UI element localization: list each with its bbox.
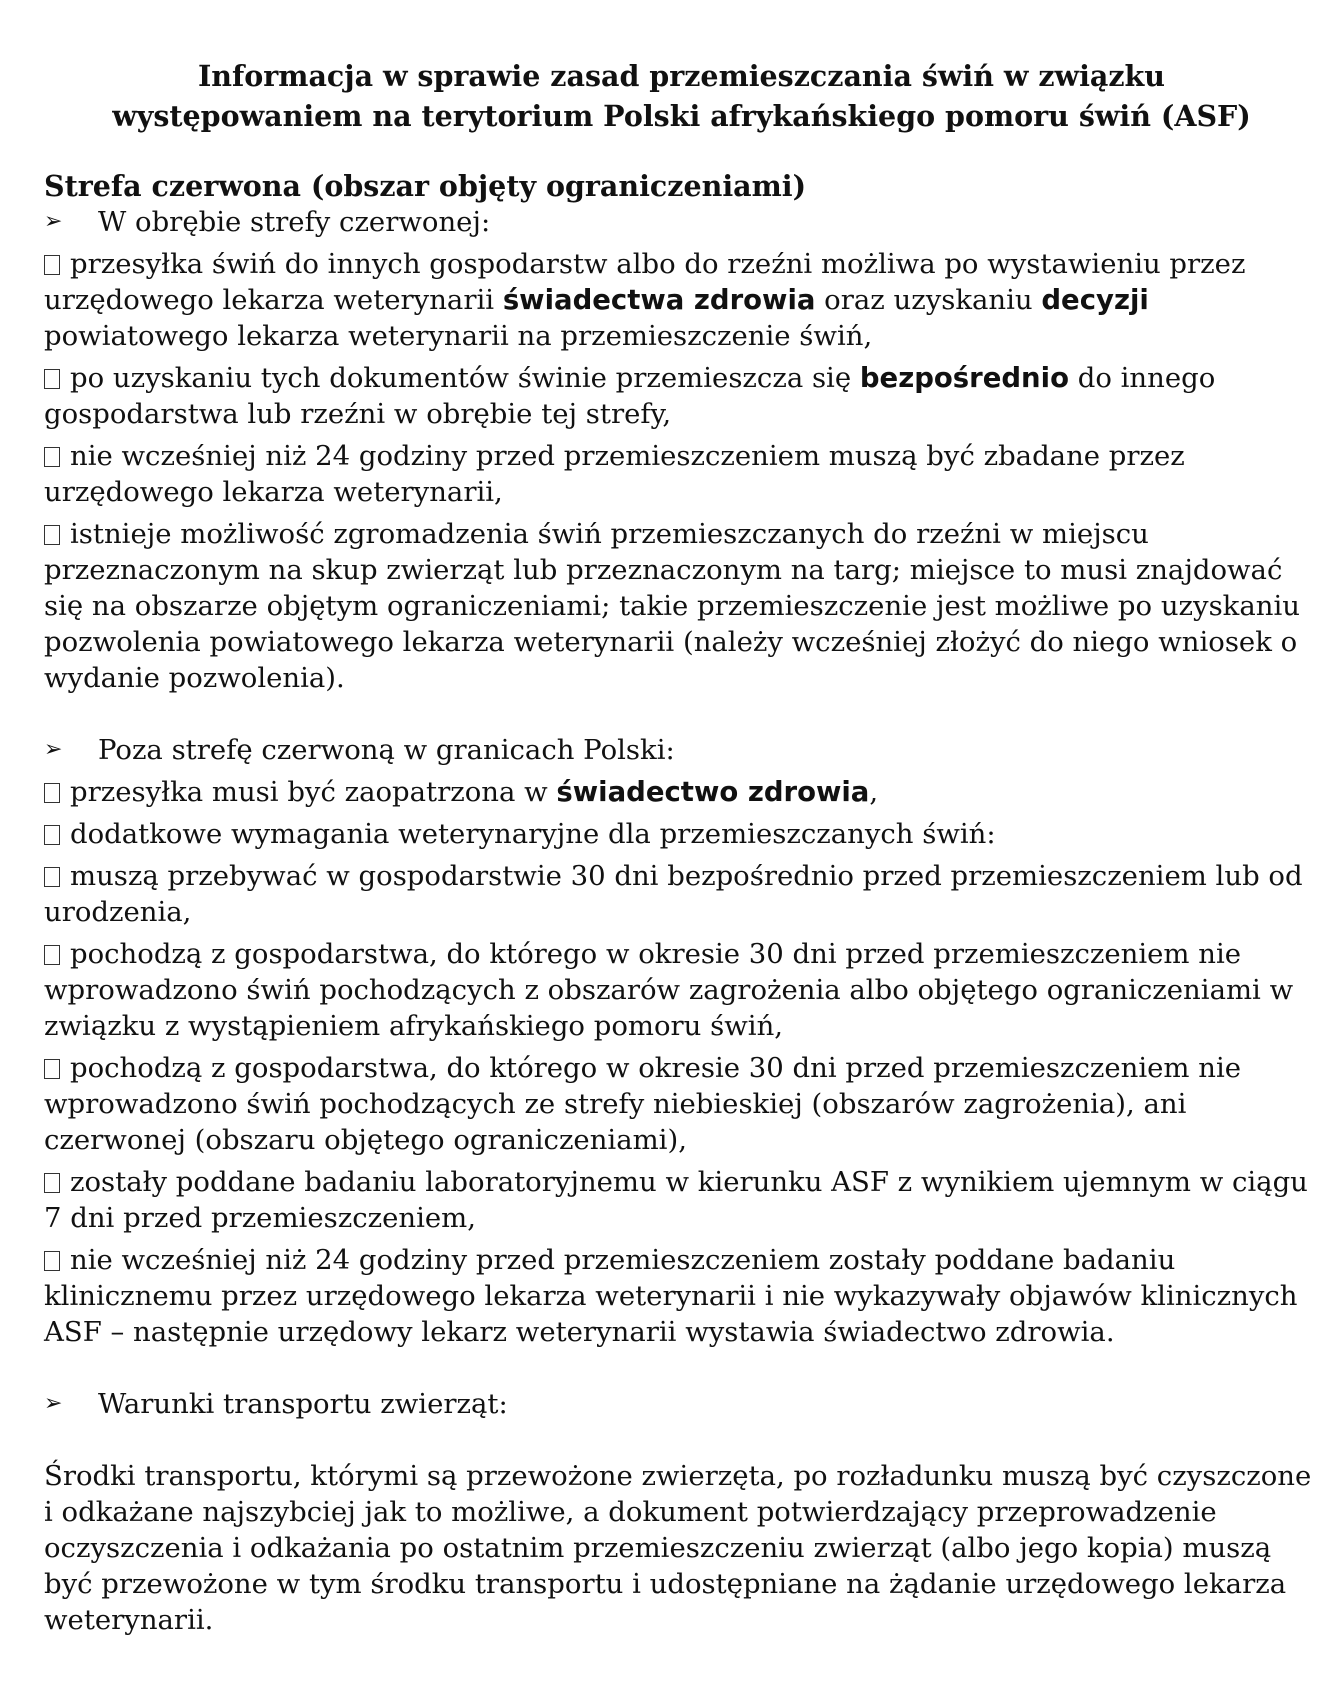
subsection-transport — [44, 1386, 1319, 1422]
missing-glyph-box-icon — [44, 369, 60, 389]
list-item: przesyłka musi być zaopatrzona w świadectwo zdrowia, — [44, 774, 1319, 810]
spacer — [44, 696, 1319, 732]
missing-glyph-box-icon — [44, 1173, 60, 1193]
missing-glyph-box-icon — [44, 255, 60, 275]
missing-glyph-box-icon — [44, 783, 60, 803]
list-item: po uzyskaniu tych dokumentów świnie przemieszcza się bezpośrednio do innego gospodarstwa lub rzeźni w obrębie tej strefy, — [44, 362, 1216, 430]
subsection-label: Warunki transportu zwierząt: — [98, 1388, 508, 1420]
subsection-label: W obrębie strefy czerwonej: — [98, 206, 491, 238]
arrow-bullet-icon: ➢ — [44, 1391, 63, 1416]
title-line-1: Informacja w sprawie zasad przemieszczania świń w związku — [197, 59, 1166, 93]
list-item: muszą przebywać w gospodarstwie 30 dni bezpośrednio przed przemieszczeniem lub od urodzenia, — [44, 860, 1303, 928]
subsection-label: Poza strefę czerwoną w granicach Polski: — [98, 734, 675, 766]
missing-glyph-box-icon — [44, 447, 60, 467]
missing-glyph-box-icon — [44, 1059, 60, 1079]
missing-glyph-box-icon — [44, 1251, 60, 1271]
missing-glyph-box-icon — [44, 945, 60, 965]
list-item: istnieje możliwość zgromadzenia świń przemieszczanych do rzeźni w miejscu przeznaczonym na skup zwierząt lub przeznaczonym na targ; miejsce to musi znajdować się na obszarze objętym ograniczeniami; takie przemieszczenie jest możliwe po uzyskaniu pozwolenia powiatowego lekarza weterynarii (należy wcześniej złożyć do niego wniosek o wydanie pozwolenia). — [44, 518, 1300, 694]
missing-glyph-box-icon — [44, 867, 60, 887]
missing-glyph-box-icon — [44, 525, 60, 545]
list-item: nie wcześniej niż 24 godziny przed przemieszczeniem muszą być zbadane przez urzędowego lekarza weterynarii, — [44, 440, 1185, 508]
list-item: przesyłka świń do innych gospodarstw albo do rzeźni możliwa po wystawieniu przez urzędowego lekarza weterynarii świadectwa zdrowia oraz uzyskaniu decyzji powiatowego lekarza weterynarii na przemieszczenie świń, — [44, 248, 1246, 352]
title-line-2: występowaniem na terytorium Polski afrykańskiego pomoru świń (ASF) — [112, 99, 1251, 133]
list-item: pochodzą z gospodarstwa, do którego w okresie 30 dni przed przemieszczeniem nie wprowadzono świń pochodzących z obszarów zagrożenia albo objętego ograniczeniami w związku z wystąpieniem afrykańskiego pomoru świń, — [44, 938, 1294, 1042]
subsection-within — [44, 204, 1319, 240]
list-item: dodatkowe wymagania weterynaryjne dla przemieszczanych świń: — [44, 816, 1319, 852]
spacer — [44, 1350, 1319, 1386]
document-title — [44, 56, 1319, 136]
spacer — [44, 1422, 1319, 1458]
list-item: zostały poddane badaniu laboratoryjnemu w kierunku ASF z wynikiem ujemnym w ciągu 7 dni przed przemieszczeniem, — [44, 1166, 1308, 1234]
missing-glyph-box-icon — [44, 825, 60, 845]
arrow-bullet-icon: ➢ — [44, 737, 63, 762]
document-page — [44, 56, 1319, 1638]
subsection-outside — [44, 732, 1319, 768]
arrow-bullet-icon: ➢ — [44, 209, 63, 234]
list-item: pochodzą z gospodarstwa, do którego w okresie 30 dni przed przemieszczeniem nie wprowadzono świń pochodzących ze strefy niebieskiej (obszarów zagrożenia), ani czerwonej (obszaru objętego ograniczeniami), — [44, 1052, 1242, 1156]
list-item: nie wcześniej niż 24 godziny przed przemieszczeniem zostały poddane badaniu klinicznemu przez urzędowego lekarza weterynarii i nie wykazywały objawów klinicznych ASF – następnie urzędowy lekarz weterynarii wystawia świadectwo zdrowia. — [44, 1244, 1298, 1348]
section-heading: Strefa czerwona (obszar objęty ograniczeniami) — [44, 169, 807, 203]
transport-paragraph: Środki transportu, którymi są przewożone zwierzęta, po rozładunku muszą być czyszczone i odkażane najszybciej jak to możliwe, a dokument potwierdzający przeprowadzenie oczyszczenia i odkażania po ostatnim przemieszczeniu zwierząt (albo jego kopia) muszą być przewożone w tym środku transportu i udostępniane na żądanie urzędowego lekarza weterynarii. — [44, 1460, 1312, 1636]
